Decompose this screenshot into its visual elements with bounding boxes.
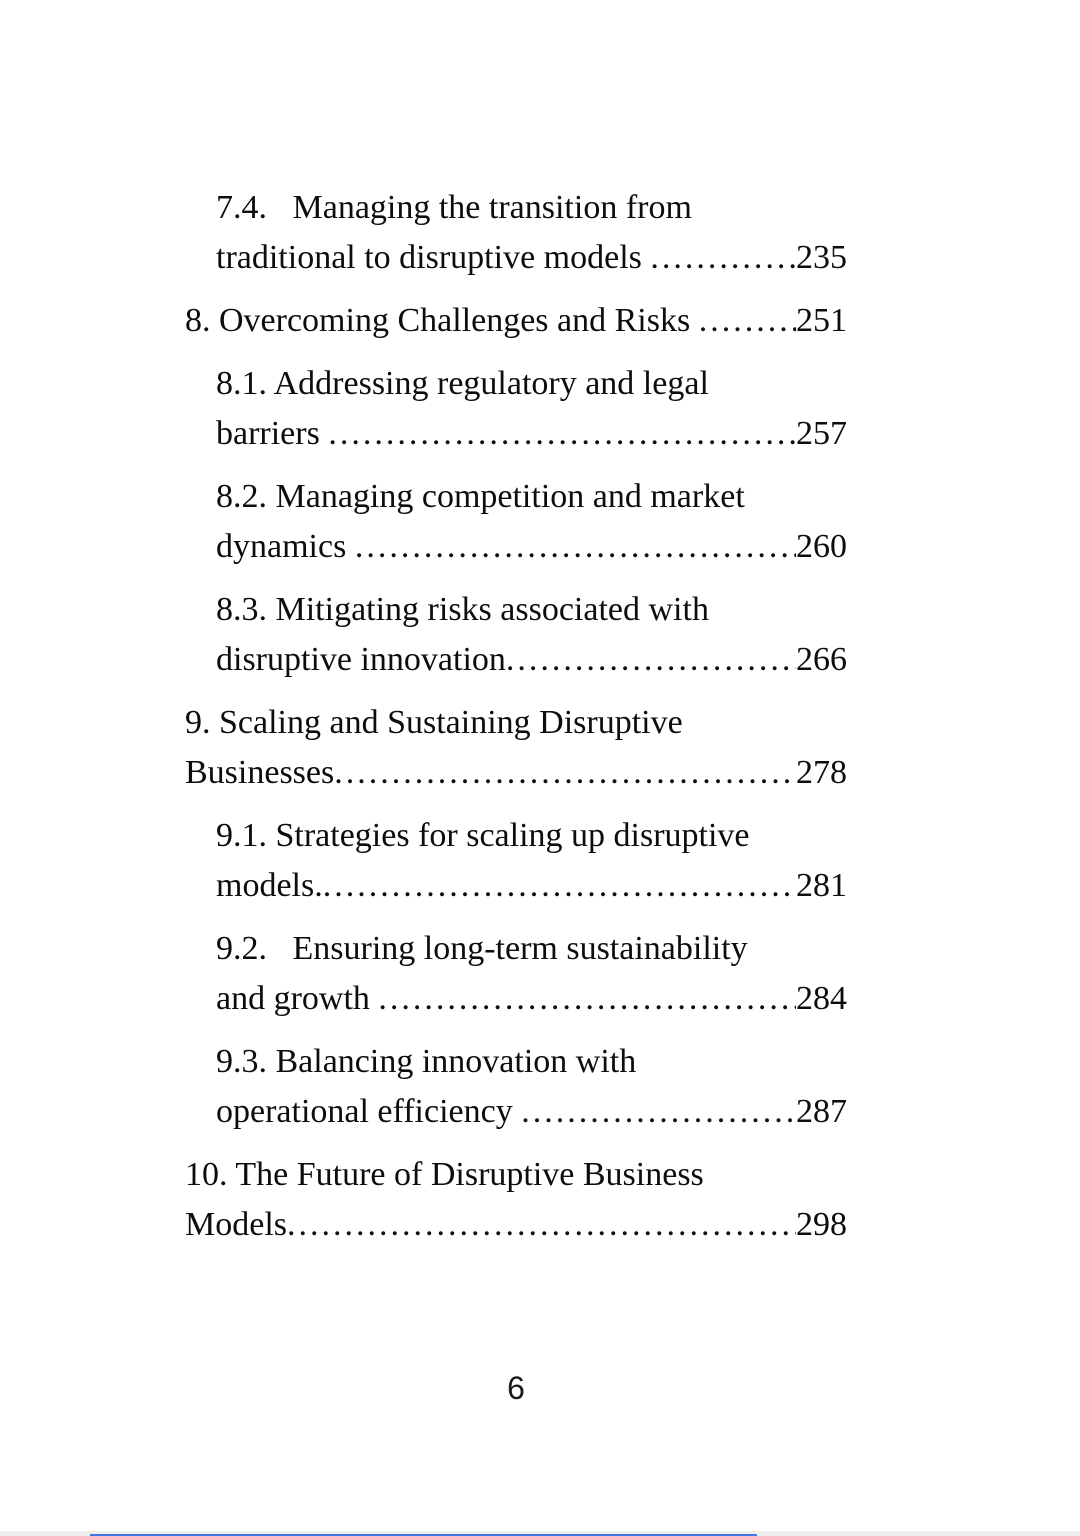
toc-entry-title: 9. Scaling and Sustaining Disruptive — [185, 704, 683, 741]
toc-page-number: 287 — [796, 1093, 847, 1130]
toc-entry-title-continued: dynamics — [216, 528, 355, 565]
toc-entry-title-continued: disruptive innovation — [216, 641, 506, 678]
toc-entry-title: 8.2. Managing competition and market — [216, 478, 745, 515]
toc-entry-8[interactable] — [185, 296, 847, 346]
toc-entry-title: 10. The Future of Disruptive Business — [185, 1156, 704, 1193]
toc-entry-9-3[interactable] — [185, 1037, 847, 1137]
toc-entry-title-continued: Businesses — [185, 754, 335, 791]
toc-entry-8-1[interactable] — [185, 359, 847, 459]
reading-progress-track[interactable] — [0, 1531, 1080, 1536]
dot-leader — [323, 861, 796, 911]
toc-page-number: 298 — [796, 1206, 847, 1243]
toc-entry-8-2[interactable] — [185, 472, 847, 572]
toc-page-number: 260 — [796, 528, 847, 565]
toc-entry-title: 8.3. Mitigating risks associated with — [216, 591, 709, 628]
toc-page-number: 257 — [796, 415, 847, 452]
toc-entry-title-continued: and growth — [216, 980, 379, 1017]
table-of-contents — [185, 183, 847, 1263]
dot-leader — [355, 522, 796, 572]
toc-entry-title-continued: barriers — [216, 415, 329, 452]
toc-entry-9[interactable] — [185, 698, 847, 798]
toc-entry-title: 8.1. Addressing regulatory and legal — [216, 365, 709, 402]
toc-page-number: 235 — [796, 239, 847, 276]
toc-entry-9-2[interactable] — [185, 924, 847, 1024]
dot-leader — [506, 635, 796, 685]
dot-leader — [650, 233, 796, 283]
toc-page-number: 284 — [796, 980, 847, 1017]
dot-leader — [521, 1087, 796, 1137]
toc-entry-title: 9.1. Strategies for scaling up disruptive — [216, 817, 750, 854]
dot-leader — [699, 296, 796, 346]
toc-page-number: 281 — [796, 867, 847, 904]
toc-page-number: 251 — [796, 302, 847, 339]
toc-entry-7-4[interactable] — [185, 183, 847, 283]
dot-leader — [334, 748, 796, 798]
dot-leader — [328, 409, 796, 459]
toc-entry-9-1[interactable] — [185, 811, 847, 911]
toc-entry-8-3[interactable] — [185, 585, 847, 685]
toc-entry-title-continued: Models — [185, 1206, 287, 1243]
dot-leader — [378, 974, 796, 1024]
toc-entry-title-continued: traditional to disruptive models — [216, 239, 651, 276]
toc-entry-title: 9.2. Ensuring long-term sustainability — [216, 930, 748, 967]
toc-entry-title: 8. Overcoming Challenges and Risks — [185, 302, 699, 339]
toc-entry-10[interactable] — [185, 1150, 847, 1250]
toc-page-number: 266 — [796, 641, 847, 678]
toc-entry-title-continued: operational efficiency — [216, 1093, 522, 1130]
toc-entry-title: 7.4. Managing the transition from — [216, 189, 692, 226]
toc-entry-title: 9.3. Balancing innovation with — [216, 1043, 637, 1080]
toc-page-number: 278 — [796, 754, 847, 791]
toc-entry-title-continued: models. — [216, 867, 323, 904]
dot-leader — [287, 1200, 796, 1250]
page-number: 6 — [507, 1370, 525, 1406]
